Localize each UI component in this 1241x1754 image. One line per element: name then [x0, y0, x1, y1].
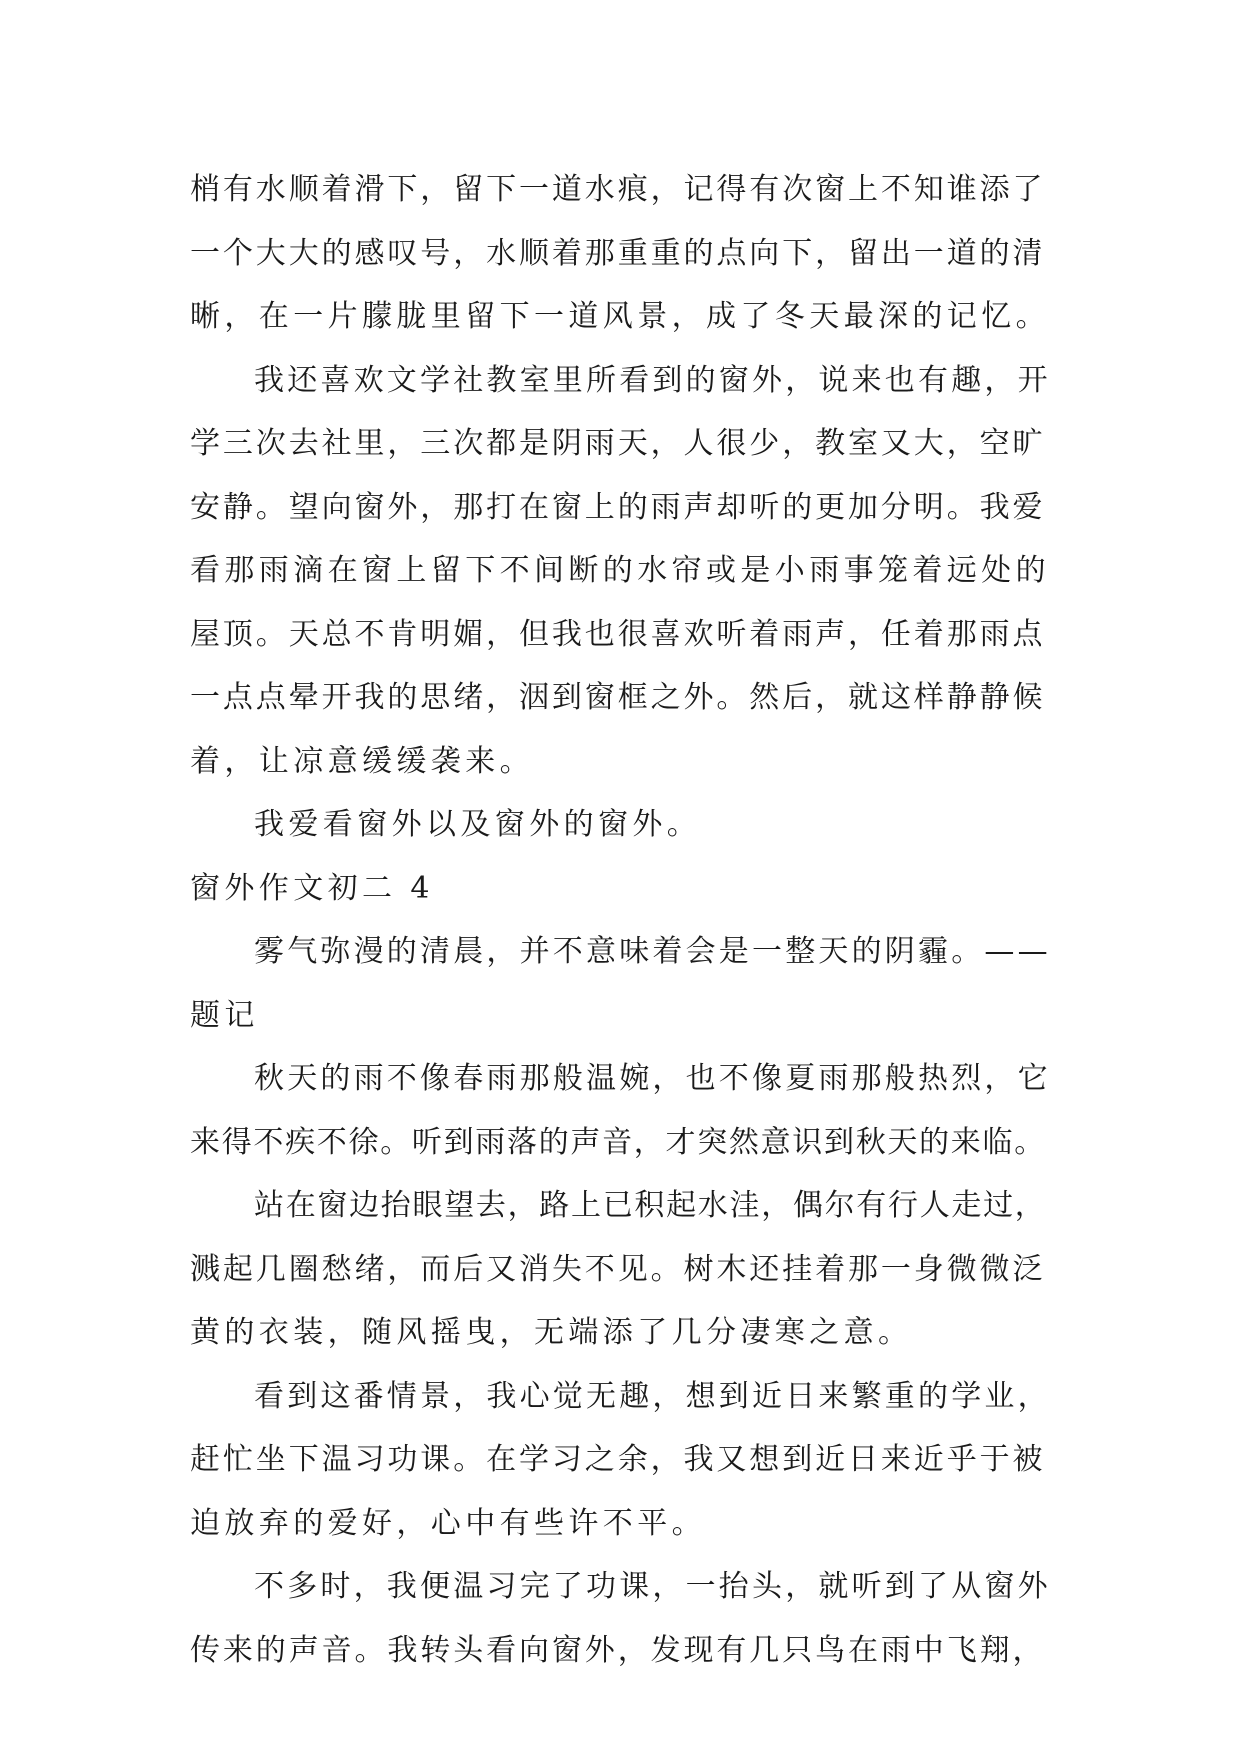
paragraph-first-line: 我还喜欢文学社教室里所看到的窗外，说来也有趣，开 — [254, 362, 1051, 398]
text-line: 安静。望向窗外，那打在窗上的雨声却听的更加分明。我爱 — [190, 489, 1046, 525]
paragraph-first-line: 我爱看窗外以及窗外的窗外。 — [254, 807, 702, 842]
text-line: 看那雨滴在窗上留下不间断的水帘或是小雨事笼着远处的 — [190, 553, 1050, 588]
text-line: 迫放弃的爱好，心中有些许不平。 — [190, 1505, 706, 1541]
text-line: 一个大大的感叹号，水顺着那重重的点向下，留出一道的清 — [190, 235, 1046, 271]
paragraph-first-line: 站在窗边抬眼望去，路上已积起水洼，偶尔有行人走过， — [254, 1188, 1047, 1223]
paragraph-first-line: 雾气弥漫的清晨，并不意味着会是一整天的阴霾。—— — [254, 934, 1051, 969]
text-line: 赶忙坐下温习功课。在学习之余，我又想到近日来近乎于被 — [190, 1442, 1046, 1477]
paragraph-first-line: 秋天的雨不像春雨那般温婉，也不像夏雨那般热烈，它 — [254, 1061, 1051, 1096]
text-line: 着，让凉意缓缓袭来。 — [190, 743, 534, 779]
text-line: 学三次去社里，三次都是阴雨天，人很少，教室又大，空旷 — [190, 426, 1046, 461]
text-line: 一点点晕开我的思绪，洇到窗框之外。然后，就这样静静候 — [190, 680, 1046, 715]
paragraph-first-line: 不多时，我便温习完了功课，一抬头，就听到了从窗外 — [254, 1569, 1051, 1604]
text-line: 溅起几圈愁绪，而后又消失不见。树木还挂着那一身微微泛 — [190, 1251, 1046, 1287]
text-line: 黄的衣装，随风摇曳，无端添了几分凄寒之意。 — [190, 1315, 913, 1350]
text-line: 题记 — [190, 997, 259, 1033]
text-line: 梢有水顺着滑下，留下一道水痕，记得有次窗上不知谁添了 — [190, 172, 1046, 207]
document-body — [190, 158, 1050, 1682]
paragraph-first-line: 看到这番情景，我心觉无趣，想到近日来繁重的学业， — [254, 1378, 1051, 1414]
text-line: 屋顶。天总不肯明媚，但我也很喜欢听着雨声，任着那雨点 — [190, 616, 1046, 652]
section-heading: 窗外作文初二 4 — [190, 870, 434, 906]
text-line: 来得不疾不徐。听到雨落的声音，才突然意识到秋天的来临。 — [190, 1124, 1046, 1160]
text-line: 传来的声音。我转头看向窗外，发现有几只鸟在雨中飞翔， — [190, 1632, 1046, 1668]
text-line: 晰，在一片朦胧里留下一道风景，成了冬天最深的记忆。 — [190, 299, 1050, 334]
